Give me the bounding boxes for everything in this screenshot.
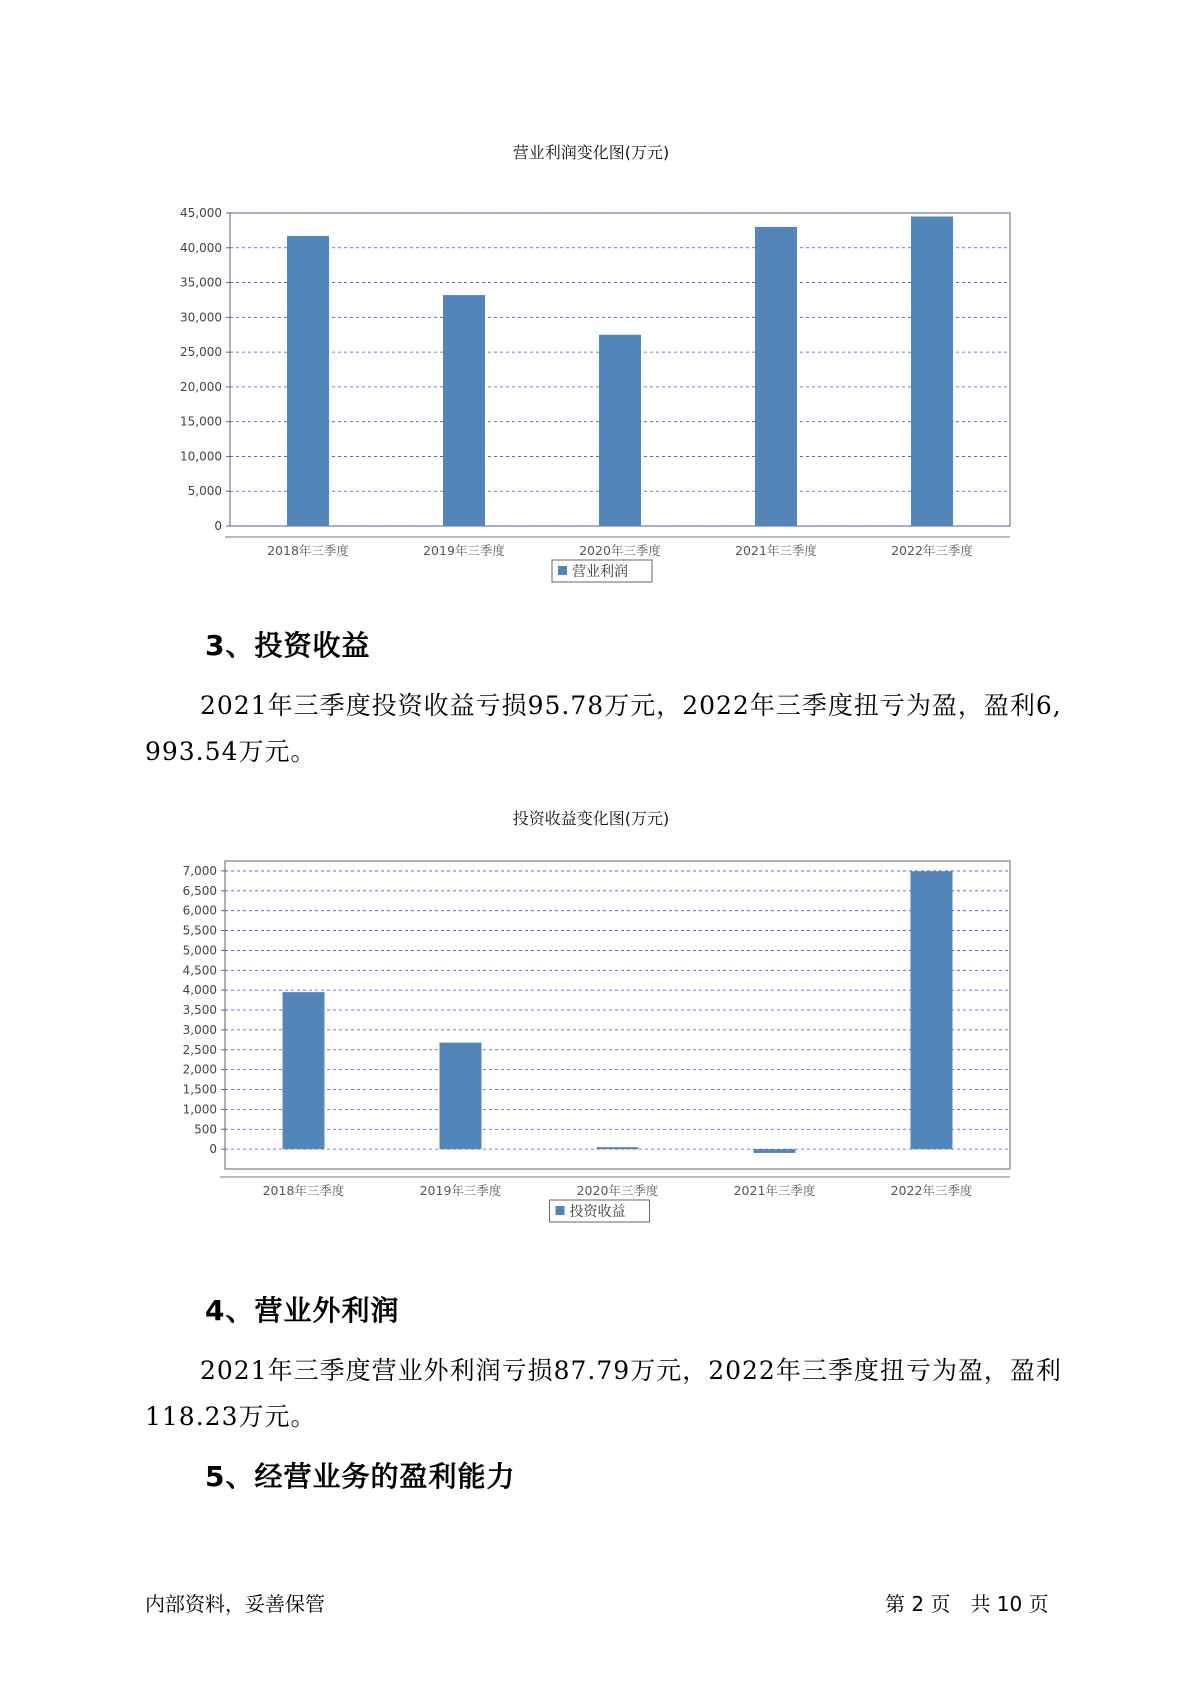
x-tick-label: 2020年三季度	[576, 1183, 659, 1198]
chart-title: 营业利润变化图(万元)	[512, 143, 670, 162]
footer-left: 内部资料，妥善保管	[145, 1592, 325, 1616]
y-tick-label: 10,000	[180, 449, 222, 464]
plot-area	[225, 861, 1010, 1169]
y-tick-label: 3,500	[182, 1003, 217, 1018]
legend-swatch	[558, 566, 567, 575]
x-tick-label: 2022年三季度	[891, 543, 973, 558]
y-tick-label: 35,000	[180, 275, 222, 290]
section-heading-investment-income: 3、投资收益	[205, 629, 371, 662]
x-tick-label: 2018年三季度	[262, 1183, 345, 1198]
x-tick-label: 2022年三季度	[890, 1183, 973, 1198]
bar	[287, 236, 329, 526]
bar	[599, 335, 641, 526]
bar	[911, 216, 953, 526]
bar	[597, 1147, 639, 1149]
paragraph-investment-income: 2021年三季度投资收益亏损95.78万元，2022年三季度扭亏为盈，盈利6,993.54万元。	[145, 691, 1062, 766]
y-tick-label: 2,500	[182, 1042, 217, 1057]
bar	[283, 992, 325, 1149]
y-tick-label: 5,000	[182, 943, 217, 958]
x-tick-label: 2020年三季度	[579, 543, 661, 558]
y-tick-label: 30,000	[180, 310, 222, 325]
y-tick-label: 0	[214, 519, 222, 533]
bar	[443, 295, 485, 526]
y-tick-label: 25,000	[180, 345, 222, 360]
chart-investment-income	[160, 806, 1022, 1273]
legend-label: 投资收益	[569, 1204, 626, 1220]
legend-swatch	[556, 1206, 565, 1215]
y-tick-label: 2,000	[182, 1062, 217, 1077]
y-tick-label: 500	[194, 1122, 217, 1137]
x-tick-label: 2021年三季度	[733, 1183, 816, 1198]
y-tick-label: 6,500	[182, 883, 217, 898]
x-tick-label: 2019年三季度	[419, 1183, 502, 1198]
y-tick-label: 7,000	[182, 863, 217, 878]
y-tick-label: 5,000	[187, 484, 222, 499]
bar	[754, 1149, 796, 1153]
y-tick-label: 20,000	[180, 379, 222, 394]
y-tick-label: 15,000	[180, 414, 222, 429]
x-tick-label: 2019年三季度	[423, 543, 505, 558]
legend-label: 营业利润	[572, 564, 628, 580]
paragraph-non-operating-profit: 2021年三季度营业外利润亏损87.79万元，2022年三季度扭亏为盈，盈利118.23万元。	[145, 1356, 1062, 1431]
y-tick-label: 45,000	[180, 206, 222, 220]
x-tick-label: 2021年三季度	[735, 543, 817, 558]
section-heading-non-operating-profit: 4、营业外利润	[205, 1294, 400, 1327]
legend	[550, 1200, 650, 1222]
y-tick-label: 3,000	[182, 1022, 217, 1037]
chart-svg	[160, 829, 1022, 1269]
footer-page-number: 第 2 页 共 10 页	[885, 1592, 1049, 1616]
legend	[552, 560, 652, 582]
chart-svg	[160, 163, 1022, 603]
y-tick-label: 40,000	[180, 240, 222, 255]
y-tick-label: 0	[209, 1142, 217, 1157]
bar	[755, 227, 797, 526]
x-tick-label: 2018年三季度	[267, 543, 349, 558]
y-tick-label: 4,000	[182, 983, 217, 998]
bar	[911, 871, 953, 1149]
bar	[440, 1043, 482, 1150]
y-tick-label: 4,500	[182, 963, 217, 978]
y-tick-label: 1,000	[182, 1102, 217, 1117]
chart-operating-profit	[160, 140, 1022, 607]
chart-title: 投资收益变化图(万元)	[512, 809, 670, 828]
y-tick-label: 6,000	[182, 903, 217, 918]
y-tick-label: 5,500	[182, 923, 217, 938]
section-heading-profitability: 5、经营业务的盈利能力	[205, 1460, 516, 1493]
y-tick-label: 1,500	[182, 1082, 217, 1097]
